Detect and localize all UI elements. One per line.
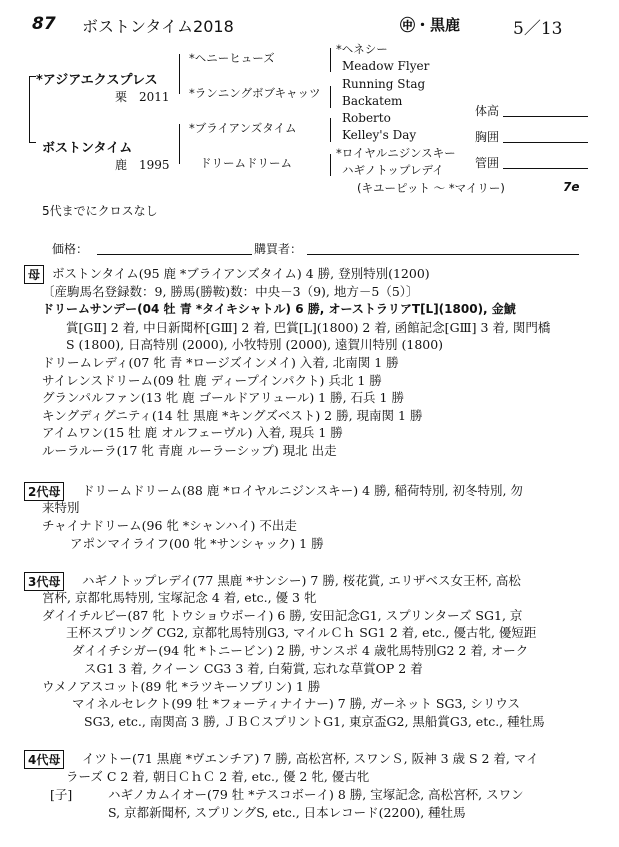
section-label: 4代母 (24, 750, 64, 769)
sire-name: *アジアエクスプレス (36, 73, 158, 88)
section-line: ダイイチシガー(94 牝 *トニービン) 2 勝, サンスポ 4 歳牝馬特別G2 2 着, オーク (72, 643, 529, 658)
price-label: 価格： (52, 242, 89, 256)
sex-color: ㊥・黒鹿 (400, 16, 461, 34)
tree-line (330, 86, 331, 108)
tree-line (330, 118, 331, 142)
section-line: S, 京都新聞杯, スプリングS, etc., 日本レコード(2200), 種牡馬 (108, 805, 466, 820)
section-line: イツトー(71 黒鹿 *ヴエンチア) 7 勝, 高松宮杯, スワンＳ, 阪神 3 歳 S 2 着, マイ (82, 751, 539, 766)
section-label: 2代母 (24, 482, 64, 501)
tree-line (29, 76, 36, 77)
tree-line (29, 142, 36, 143)
cross-note: 5代までにクロスなし (42, 204, 158, 218)
pedigree-sdd: Backatem (342, 94, 403, 108)
pedigree-dd: ドリームドリーム (200, 156, 292, 170)
pedigree-dds: *ロイヤルニジンスキー (336, 146, 456, 160)
pedigree-ddd-note: (キユーピット ～ *マイリー) (357, 181, 505, 195)
section-line: キングディグニティ(14 牡 黒鹿 *キングズベスト) 2 勝, 現南関 1 勝 (42, 408, 423, 423)
tree-line (330, 48, 331, 72)
section-line: ダイイチルビー(87 牝 トウショウボーイ) 6 勝, 安田記念G1, スプリンターズ SG1, 京 (42, 608, 523, 623)
dam-name: ボストンタイム (42, 141, 133, 156)
section-label: 母 (24, 265, 44, 284)
buyer-label: 購買者： (254, 242, 303, 256)
section-line: グランパルファン(13 牝 鹿 ゴールドアリュール) 1 勝, 石兵 1 勝 (42, 390, 404, 405)
birth-date: 5／13 (513, 19, 563, 39)
section-line: ボストンタイム(95 鹿 *ブライアンズタイム) 4 勝, 登別特別(1200) (52, 266, 430, 281)
section-line: ドリームドリーム(88 鹿 *ロイヤルニジンスキー) 4 勝, 稲荷特別, 初冬特別, 勿 (82, 483, 523, 498)
section-line: 王杯スプリング CG2, 京都牝馬特別G3, マイルＣｈ SG1 2 着, etc., 優古牝, 優短距 (66, 625, 537, 640)
section-line: 賞[GⅡ] 2 着, 中日新聞杯[GⅢ] 2 着, 巴賞[L](1800) 2 着, 函館記念[GⅢ] 3 着, 関門橋 (66, 320, 551, 335)
section-line: マイネルセレクト(99 牡 *フォーティナイナー) 7 勝, ガーネット SG3, シリウス (72, 696, 521, 711)
chest-field[interactable] (503, 142, 588, 143)
section-line: S (1800), 日高特別 (2000), 小牧特別 (2000), 遠賀川特別 (1800) (66, 337, 444, 352)
pedigree-ds: *ブライアンズタイム (189, 121, 297, 135)
section-line: ドリームサンデー(04 牡 青 *タイキシャトル) 6 勝, オーストラリアT[L](1800), 金鯱 (42, 302, 516, 316)
height-label: 体高 (475, 104, 500, 118)
height-field[interactable] (503, 116, 588, 117)
section-line: ラーズ C 2 着, 朝日ＣｈＣ 2 着, etc., 優 2 牝, 優古牝 (66, 769, 370, 784)
sire-info: 栗 2011 (115, 90, 170, 104)
section-line: ハギノトップレデイ(77 黒鹿 *サンシー) 7 勝, 桜花賞, エリザベス女王杯, 高松 (82, 573, 521, 588)
pedigree-dss: Roberto (342, 111, 391, 125)
section-line: ルーラルーラ(17 牝 青鹿 ルーラーシップ) 現北 出走 (42, 443, 337, 458)
buyer-field[interactable] (307, 254, 579, 255)
pedigree-sds: Running Stag (342, 77, 426, 91)
cannon-label: 管囲 (475, 156, 500, 170)
pedigree-code: 7e (563, 180, 580, 194)
section-line: 宮杯, 京都牝馬特別, 宝塚記念 4 着, etc., 優 3 牝 (42, 590, 317, 605)
section-line: ハギノカムイオー(79 牡 *テスコボーイ) 8 勝, 宝塚記念, 高松宮杯, スワン (108, 787, 524, 802)
section-line: アポンマイライフ(00 牝 *サンシャック) 1 勝 (70, 536, 324, 551)
tree-line (179, 54, 180, 94)
tree-line (330, 154, 331, 176)
horse-name: ボストンタイム2018 (82, 17, 234, 36)
cannon-field[interactable] (503, 168, 588, 169)
section-line: サイレンスドリーム(09 牡 鹿 ディープインパクト) 兵北 1 勝 (42, 373, 382, 388)
pedigree-sd: *ランニングボブキャッツ (189, 86, 321, 100)
pedigree-dsd: Kelley's Day (342, 128, 417, 142)
section-line: チャイナドリーム(96 牝 *シャンハイ) 不出走 (42, 518, 297, 533)
section-line: 〔産駒馬名登録数：9, 勝馬(勝鞍)数：中央－3（9), 地方－5（5）〕 (42, 284, 419, 299)
section-line: ドリームレディ(07 牝 青 *ロージズインメイ) 入着, 北南関 1 勝 (42, 355, 399, 370)
pedigree-ss: *ヘニーヒューズ (189, 51, 275, 65)
section-line: スG1 3 着, クイーン CG3 3 着, 白菊賞, 忘れな草賞OP 2 着 (84, 661, 423, 676)
section-line: 来特別 (42, 500, 80, 515)
lot-number: 87 (32, 14, 56, 34)
section-line: ウメノアスコット(89 牝 *ラツキーソブリン) 1 勝 (42, 679, 321, 694)
dam-info: 鹿 1995 (115, 158, 170, 172)
pedigree-ssd: Meadow Flyer (342, 59, 430, 73)
section-line: アイムワン(15 牡 鹿 オルフェーヴル) 入着, 現兵 1 勝 (42, 425, 343, 440)
pedigree-ddd: ハギノトップレデイ (342, 163, 444, 177)
price-field[interactable] (97, 254, 252, 255)
section-line: [子] (50, 787, 73, 802)
tree-line (179, 124, 180, 164)
section-line: SG3, etc., 南関高 3 勝, ＪＢＣスプリントG1, 東京盃G2, 黒船賞G3, etc., 種牡馬 (84, 714, 545, 729)
section-label: 3代母 (24, 572, 64, 591)
tree-line (29, 76, 30, 142)
pedigree-sss: *ヘネシー (336, 42, 388, 56)
chest-label: 胸囲 (475, 130, 500, 144)
